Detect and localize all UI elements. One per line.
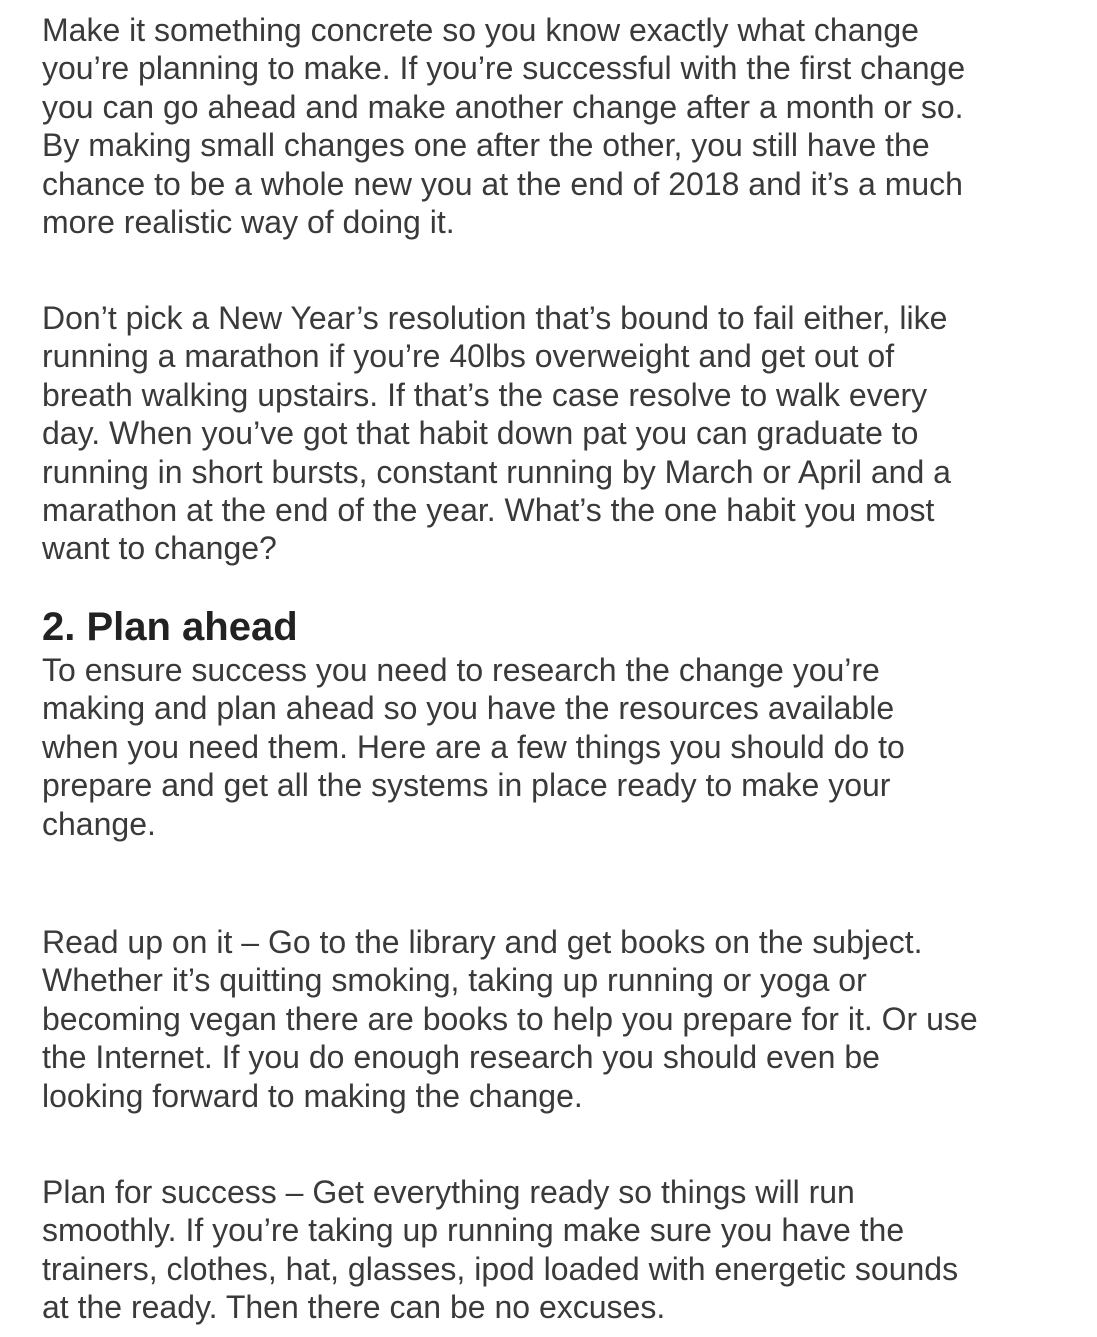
paragraph-read-up: Read up on it – Go to the library and get books on the subject. Whether it’s quitting smoking, taking up running or yoga or becoming vegan there are books to help you prepare for it. Or use the Internet. If you do enough research you should even be looking forward to making the change. xyxy=(42,924,978,1114)
section-heading-plan-ahead: 2. Plan ahead xyxy=(42,605,298,649)
paragraph-concrete-change: Make it something concrete so you know exactly what change you’re planning to make. If you’re successful with the first change you can go ahead and make another change after a month or so. By making small changes one after the other, you still have the chance to be a whole new you at the end of 2018 and it’s a much more realistic way of doing it. xyxy=(42,12,966,241)
paragraph-plan-for-success: Plan for success – Get everything ready so things will run smoothly. If you’re taking up running make sure you have the trainers, clothes, hat, glasses, ipod loaded with energetic sounds at the ready. Then there can be no excuses. xyxy=(42,1174,959,1326)
paragraph-resolution-fail: Don’t pick a New Year’s resolution that’s bound to fail either, like running a marathon if you’re 40lbs overweight and get out of breath walking upstairs. If that’s the case resolve to walk every day. When you’ve got that habit down pat you can graduate to running in short bursts, constant running by March or April and a marathon at the end of the year. What’s the one habit you most want to change? xyxy=(42,300,951,567)
paragraph-ensure-success: To ensure success you need to research the change you’re making and plan ahead so you have the resources available when you need them. Here are a few things you should do to prepare and get all the systems in place ready to make your change. xyxy=(42,652,905,842)
